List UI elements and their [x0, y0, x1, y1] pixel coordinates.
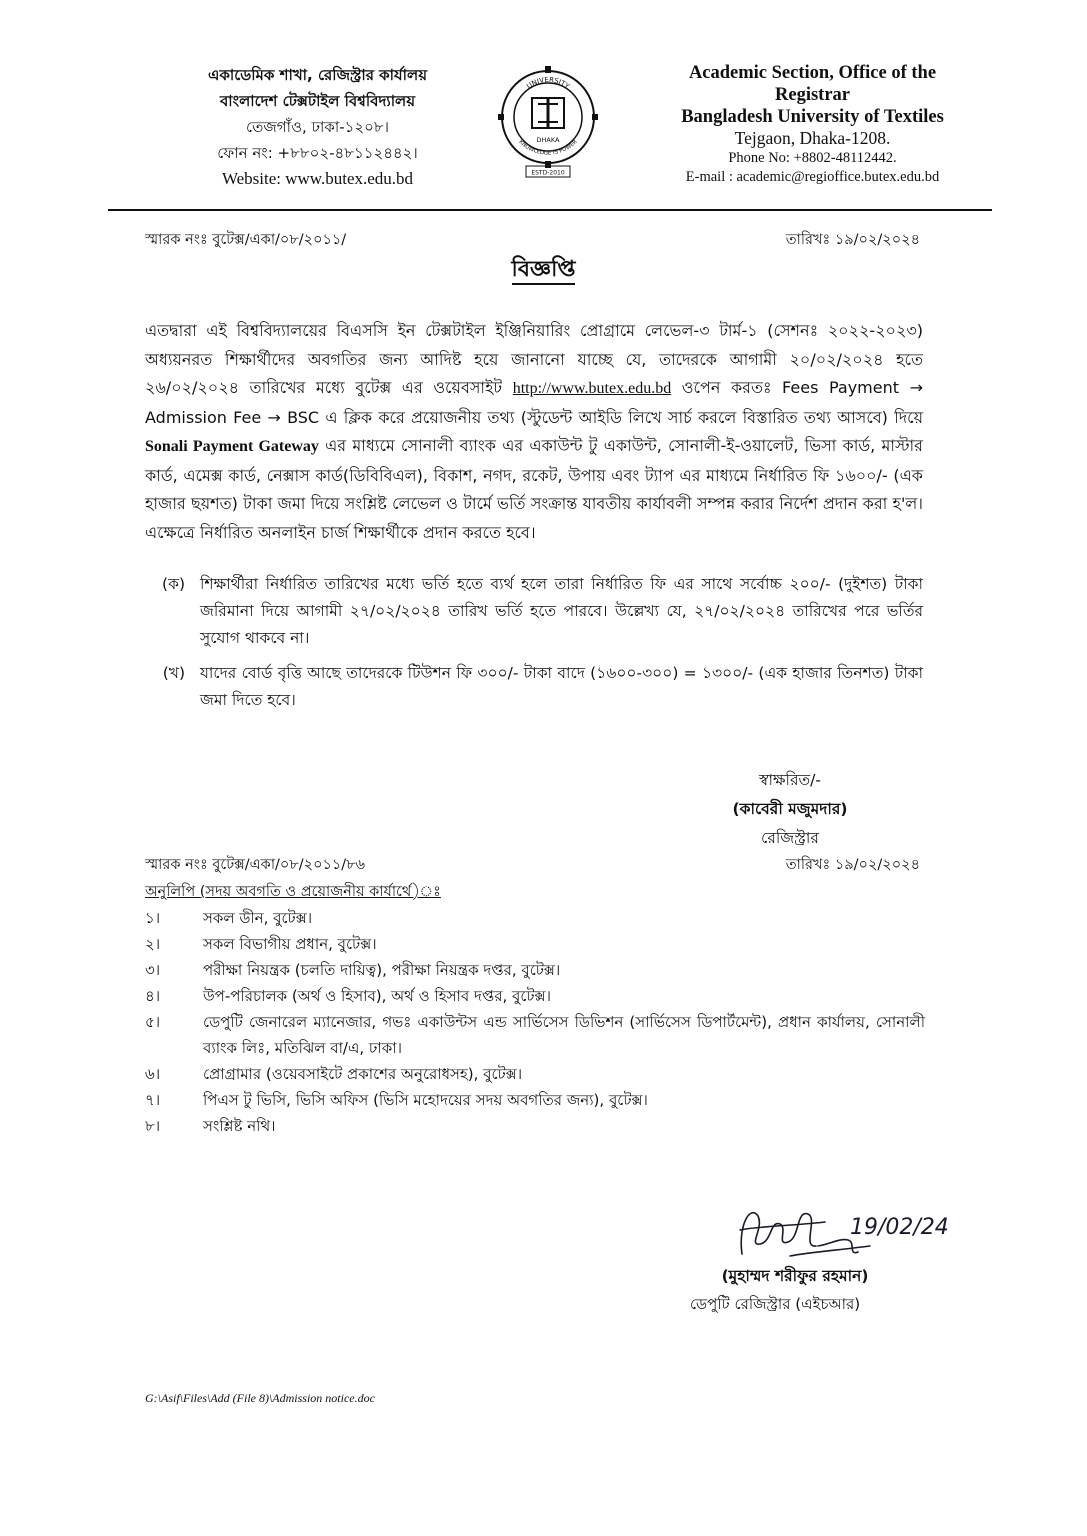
item-label: (ক) [162, 575, 185, 593]
memo-reference: স্মারক নংঃ বুটেক্স/একা/০৮/২০১১/ [145, 232, 347, 248]
deputy-registrar-name: (মুহাম্মদ শরীফুর রহমান) [721, 1267, 869, 1285]
english-letterhead [630, 62, 995, 187]
en-university-name: Bangladesh University of Textiles [681, 107, 944, 127]
bn-office-name: একাডেমিক শাখা, রেজিস্ট্রার কার্যালয় [207, 66, 428, 84]
registrar-designation: রেজিস্ট্রার [761, 829, 819, 847]
registrar-signature-block [680, 766, 900, 853]
logo-arc-text: UNIVERSITY [525, 75, 571, 91]
cc-title: অনুলিপি (সদয় অবগতি ও প্রয়োজনীয় কার্যার্থে)ঃ [145, 884, 441, 900]
memo-date: তারিখঃ ১৯/০২/২০২৪ [785, 232, 920, 248]
svg-text:UNIVERSITY [525, 76, 571, 91]
item-text: যাদের বোর্ড বৃত্তি আছে তাদেরকে টিউশন ফি ৩০০/- টাকা বাদে (১৬০০-৩০০) = ১৩০০/- (এক হাজার তিনশত) টাকা জমা দিতে হবে। [200, 664, 923, 709]
cc-item: ৭। পিএস টু ভিসি, ভিসি অফিস (ভিসি মহোদয়ের সদয় অবগতির জন্য), বুটেক্স। [145, 1091, 648, 1109]
memo2-date: তারিখঃ ১৯/০২/২০২৪ [785, 857, 920, 873]
registrar-name: (কাবেরী মজুমদার) [732, 800, 848, 818]
cc-item: ১। সকল ডীন, বুটেক্স। [145, 909, 313, 927]
notice-body: এতদ্বারা এই বিশ্ববিদ্যালয়ের বিএসসি ইন টেক্সটাইল ইঞ্জিনিয়ারিং প্রোগ্রামে লেভেল-৩ টার্ম-১ (সেশনঃ ২০২২-২০২৩) অধ্যয়নরত শিক্ষার্থীদের অবগতির জন্য আদিষ্ট হয়ে জানানো যাচ্ছে যে, তাদেরকে আগামী ২০/০২/২০২৪ হতে ২৬/০২/২০২৪ তারিখের মধ্যে বুটেক্স এর ওয়েবসাইট http://www.butex.edu.bd ওপেন করতঃ Fees Payment → Admission Fee → BSC এ ক্লিক করে প্রয়োজনীয় তথ্য (স্টুডেন্ট আইডি লিখে সার্চ করলে বিস্তারিত তথ্য আসবে) দিয়ে Sonali Payment Gateway এর মাধ্যমে সোনালী ব্যাংক এর একাউন্ট টু একাউন্ট, সোনালী-ই-ওয়ালেট, ভিসা কার্ড, মাস্টার কার্ড, এমেক্স কার্ড, নেক্সাস কার্ড(ডিবিবিএল), বিকাশ, নগদ, রকেট, উপায় এবং ট্যাপ এর মাধ্যমে নির্ধারিত ফি ১৬০০/- (এক হাজার ছয়শত) টাকা জমা দিয়ে সংশ্লিষ্ট লেভেল ও টার্মে ভর্তি সংক্রান্ত যাবতীয় কার্যাবলী সম্পন্ন করার নির্দেশ প্রদান করা হ'ল। এক্ষেত্রে নির্ধারিত অনলাইন চার্জ শিক্ষার্থীকে প্রদান করতে হবে। [145, 321, 924, 542]
payment-gateway-name: Sonali Payment Gateway [145, 438, 319, 455]
bangla-letterhead [145, 62, 490, 192]
cc-item: ২। সকল বিভাগীয় প্রধান, বুটেক্স। [145, 935, 377, 953]
signature-date: 19/02/24 [850, 1215, 949, 1240]
list-item [145, 660, 923, 716]
bn-phone: ফোন নং: +৮৮০২-৪৮১১২৪৪২। [217, 144, 418, 162]
deputy-registrar-designation: ডেপুটি রেজিস্ট্রার (এইচআর) [689, 1295, 861, 1313]
logo-motto: KNOWLEDGE IS POWER [517, 139, 579, 157]
cc-item: ৮। সংশ্লিষ্ট নথি। [145, 1117, 276, 1135]
en-email: E-mail : academic@regioffice.butex.edu.bd [685, 169, 940, 185]
item-label: (খ) [162, 664, 185, 682]
cc-item: ৬। প্রোগ্রামার (ওয়েবসাইটে প্রকাশের অনুরোধসহ), বুটেক্স। [145, 1065, 523, 1083]
signed-text: স্বাক্ষরিত/- [759, 771, 821, 789]
header-divider [108, 209, 992, 211]
en-office-name-2: Registrar [775, 85, 850, 105]
list-item [145, 571, 923, 653]
cc-item: ৪। উপ-পরিচালক (অর্থ ও হিসাব), অর্থ ও হিসাব দপ্তর, বুটেক্স। [145, 987, 551, 1005]
website-text: Website: www.butex.edu.bd [221, 169, 414, 188]
memo2-reference: স্মারক নংঃ বুটেক্স/একা/০৮/২০১১/৮৬ [145, 857, 366, 873]
en-address: Tejgaon, Dhaka-1208. [734, 128, 891, 148]
notice-title: বিজ্ঞপ্তি [0, 252, 1087, 289]
en-office-name: Academic Section, Office of the [688, 63, 937, 83]
website-link[interactable]: http://www.butex.edu.bd [512, 380, 672, 397]
item-text: শিক্ষার্থীরা নির্ধারিত তারিখের মধ্যে ভর্তি হতে ব্যর্থ হলে তারা নির্ধারিত ফি এর সাথে সর্বোচ্চ ২০০/- (দুইশত) টাকা জরিমানা দিয়ে আগামী ২৭/০২/২০২৪ তারিখ ভর্তি হতে পারবে। উল্লেখ্য যে, ২৭/০২/২০২৪ তারিখের পরে ভর্তির সুযোগ থাকবে না। [200, 575, 923, 647]
bn-university-name: বাংলাদেশ টেক্সটাইল বিশ্ববিদ্যালয় [219, 92, 416, 110]
bn-address: তেজগাঁও, ঢাকা-১২০৮। [246, 118, 389, 136]
cc-item: ৫। ডেপুটি জেনারেল ম্যানেজার, গভঃ একাউন্টস এন্ড সার্ভিসেস ডিভিশন (সার্ভিসেস ডিপার্টমেন্ট), প্রধান কার্যালয়, সোনালী ব্যাংক লিঃ, মতিঝিল বা/এ, ঢাকা। [145, 1013, 925, 1057]
logo-estd: ESTD-2010 [531, 169, 565, 177]
university-logo [498, 62, 598, 180]
logo-city: DHAKA [536, 136, 560, 144]
cc-list [145, 905, 925, 1139]
en-phone: Phone No: +8802-48112442. [728, 150, 897, 166]
handwritten-signature [730, 1186, 949, 1271]
file-path-footer: G:\Asif\Files\Add (File 8)\Admission notice.doc [145, 1391, 375, 1405]
cc-item: ৩। পরীক্ষা নিয়ন্ত্রক (চলতি দায়িত্ব), পরীক্ষা নিয়ন্ত্রক দপ্তর, বুটেক্স। [145, 961, 561, 979]
deputy-registrar-signature-block [640, 1168, 949, 1318]
